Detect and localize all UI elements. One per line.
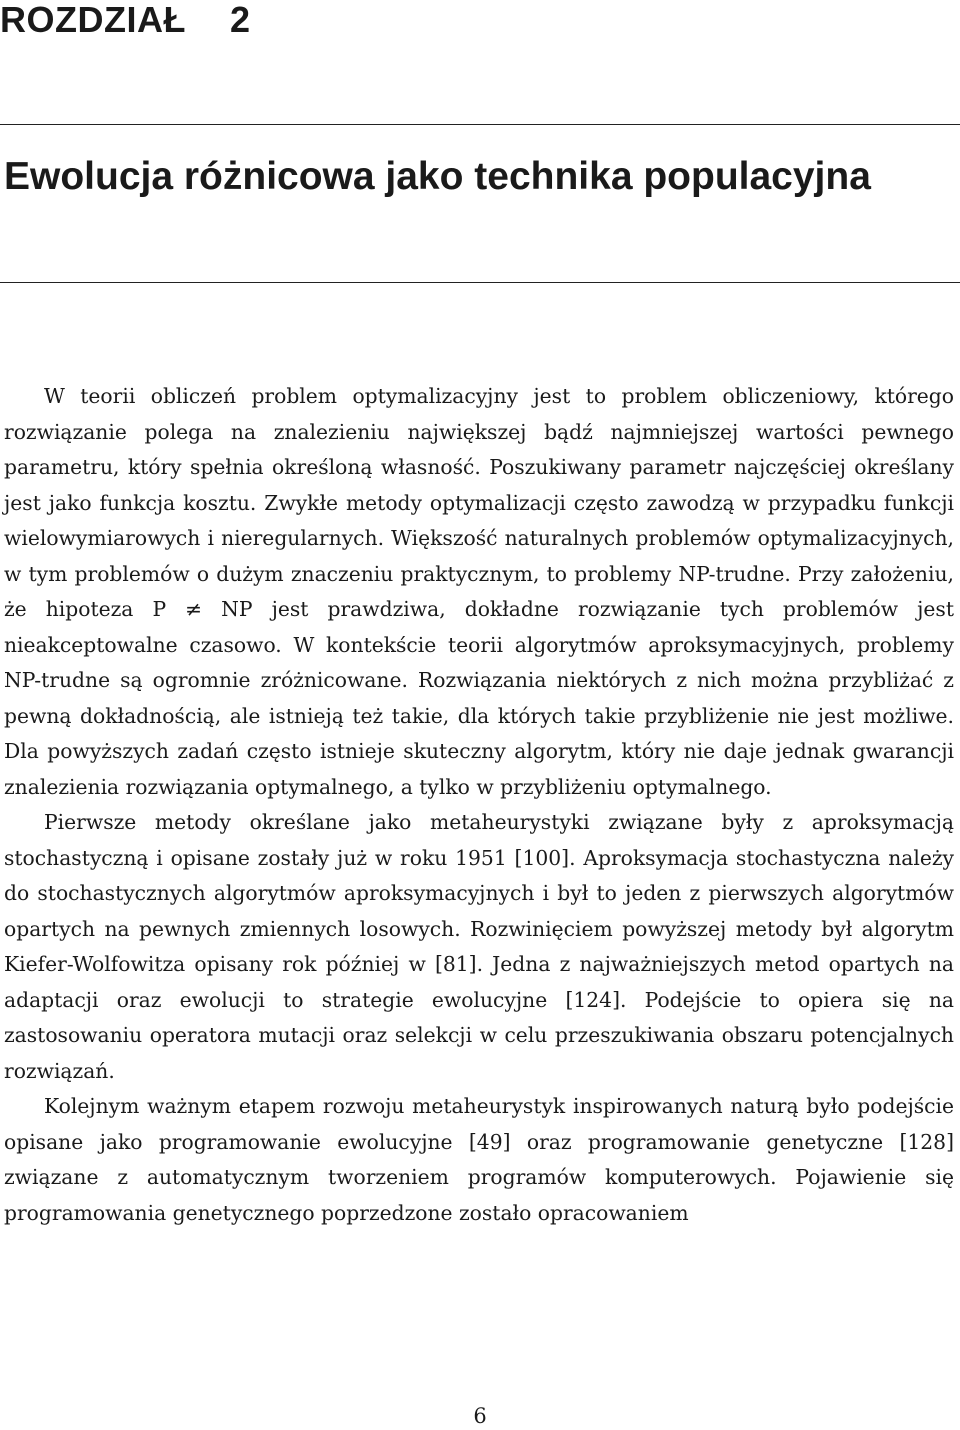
bottom-rule: [0, 282, 960, 283]
top-rule: [0, 124, 960, 125]
paragraph: Kolejnym ważnym etapem rozwoju metaheurystyk inspirowanych naturą było podejście opisane jako programowanie ewolucyjne [49] oraz programowanie genetyczne [128] związane z automatycznym tworzeniem programów komputerowych. Pojawienie się programowania genetycznego poprzedzone zostało opracowaniem: [4, 1094, 954, 1225]
chapter-label: ROZDZIAŁ: [0, 0, 186, 40]
body-text: [4, 379, 954, 1231]
paragraph: Pierwsze metody określane jako metaheurystyki związane były z aproksymacją stochastyczną i opisane zostały już w roku 1951 [100]. Aproksymacja stochastyczna należy do stochastycznych algorytmów aproksymacyjnych i był to jeden z pierwszych algorytmów opartych na pewnych zmiennych losowych. Rozwinięciem powyższej metody był algorytm Kiefer-Wolfowitza opisany rok później w [81]. Jedna z najważniejszych metod opartych na adaptacji oraz ewolucji to strategie ewolucyjne [124]. Podejście to opiera się na zastosowaniu operatora mutacji oraz selekcji w celu przeszukiwania obszaru potencjalnych rozwiązań.: [4, 810, 954, 1083]
chapter-number: 2: [229, 0, 251, 40]
chapter-title: Ewolucja różnicowa jako technika populacyjna: [4, 155, 871, 198]
paragraph: W teorii obliczeń problem optymalizacyjny jest to problem obliczeniowy, którego rozwiązanie polega na znalezieniu największej bądź najmniejszej wartości pewnego parametru, który spełnia określoną własność. Poszukiwany parametr najczęściej określany jest jako funkcja kosztu. Zwykłe metody optymalizacji często zawodzą w przypadku funkcji wielowymiarowych i nieregularnych. Większość naturalnych problemów optymalizacyjnych, w tym problemów o dużym znaczeniu praktycznym, to problemy NP-trudne. Przy założeniu, że hipoteza P ≠ NP jest prawdziwa, dokładne rozwiązanie tych problemów jest nieakceptowalne czasowo. W kontekście teorii algorytmów aproksymacyjnych, problemy NP-trudne są ogromnie zróżnicowane. Rozwiązania niektórych z nich można przybliżać z pewną dokładnością, ale istnieją też takie, dla których takie przybliżenie nie jest możliwe. Dla powyższych zadań często istnieje skuteczny algorytm, który nie daje jednak gwarancji znalezienia rozwiązania optymalnego, a tylko w przybliżeniu optymalnego.: [4, 384, 954, 799]
chapter-heading: [0, 0, 960, 40]
page-number: 6: [473, 1404, 487, 1428]
